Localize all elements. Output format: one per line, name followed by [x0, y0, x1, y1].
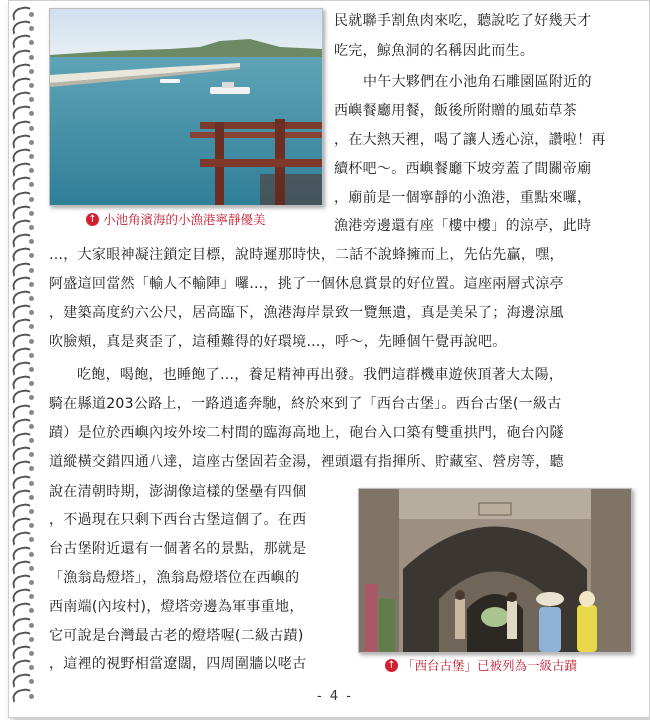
binder-ring	[9, 319, 35, 330]
binder-ring	[9, 220, 35, 231]
body-text-line: 說在清朝時期，澎湖像這樣的堡壘有四個	[49, 484, 307, 500]
body-text-line: 騎在縣道203公路上，一路逍遙奔馳，終於來到了「西台古堡」。西台古堡(一級古	[49, 396, 562, 412]
up-arrow-icon: ↑	[86, 213, 99, 226]
binder-ring	[9, 263, 35, 274]
body-text-line: 漁港旁邊還有座「樓中樓」的涼亭，此時	[334, 218, 592, 234]
binder-ring	[9, 64, 35, 75]
body-text-line: ，在大熱天裡，喝了讓人透心涼，讚啦！再	[334, 132, 606, 148]
body-text-line: …，大家眼神凝注鎖定目標，說時遲那時快，二話不說蜂擁而上，先佔先贏，嘿，	[49, 247, 564, 263]
binder-ring	[9, 660, 35, 671]
ring-hole	[29, 424, 34, 429]
binder-ring	[9, 376, 35, 387]
binder-ring	[9, 589, 35, 600]
body-text-line: 西南端(內垵村)，燈塔旁邊為軍事重地，	[49, 599, 304, 615]
harbor-illustration	[50, 9, 322, 205]
binder-ring	[9, 234, 35, 245]
fort-photo	[358, 488, 632, 653]
body-text-line: 台古堡附近還有一個著名的景點，那就是	[49, 541, 307, 557]
binder-ring	[9, 149, 35, 160]
ring-hole	[29, 197, 34, 202]
binder-ring	[9, 547, 35, 558]
ring-hole	[29, 282, 34, 287]
binder-ring	[9, 35, 35, 46]
body-text-line: 「漁翁島燈塔」，漁翁島燈塔位在西嶼的	[49, 570, 300, 586]
ring-hole	[29, 367, 34, 372]
binder-ring	[9, 504, 35, 515]
binder-ring	[9, 646, 35, 657]
spiral-binding	[9, 7, 35, 707]
binder-ring	[9, 476, 35, 487]
binder-ring	[9, 490, 35, 501]
body-text-line: 蹟）是位於西嶼內垵外垵二村間的臨海高地上，砲台入口築有雙重拱門，砲台內隧	[49, 425, 564, 441]
notebook-page	[8, 0, 650, 718]
body-text-line: 道縱橫交錯四通八達，這座古堡固若金湯，裡頭還有指揮所、貯藏室、營房等，聽	[49, 454, 564, 470]
binder-ring	[9, 21, 35, 32]
ring-hole	[29, 55, 34, 60]
binder-ring	[9, 106, 35, 117]
binder-ring	[9, 192, 35, 203]
binder-ring	[9, 632, 35, 643]
ring-hole	[29, 694, 34, 699]
body-text-line: ，這裡的視野相當遼闊，四周圍牆以咾古	[49, 656, 307, 672]
binder-ring	[9, 163, 35, 174]
fort-photo-caption	[385, 656, 577, 674]
harbor-photo	[49, 8, 323, 206]
binder-ring	[9, 121, 35, 132]
ring-hole	[29, 651, 34, 656]
binder-ring	[9, 305, 35, 316]
body-text-line: 吃飽，喝飽，也睡飽了…，養足精神再出發。我們這群機車遊俠頂著大太陽，	[77, 367, 564, 383]
ring-hole	[29, 339, 34, 344]
ring-hole	[29, 552, 34, 557]
ring-hole	[29, 509, 34, 514]
harbor-caption-text: 小池角濱海的小漁港寧靜優美	[103, 212, 266, 227]
body-text-line: 續杯吧～。西嶼餐廳下坡旁蓋了間關帝廟	[334, 161, 592, 177]
body-text-line: ，建築高度約六公尺，居高臨下，漁港海岸景致一覽無遺，真是美呆了；海邊涼風	[49, 305, 564, 321]
ring-hole	[29, 495, 34, 500]
binder-ring	[9, 206, 35, 217]
binder-ring	[9, 561, 35, 572]
binder-ring	[9, 362, 35, 373]
ring-hole	[29, 637, 34, 642]
binder-ring	[9, 461, 35, 472]
binder-ring	[9, 348, 35, 359]
binder-ring	[9, 575, 35, 586]
binder-ring	[9, 405, 35, 416]
body-text-line: 阿盛這回當然「輸人不輸陣」囉…，挑了一個休息賞景的好位置。這座兩層式涼亭	[49, 276, 564, 292]
ring-hole	[29, 83, 34, 88]
binder-ring	[9, 277, 35, 288]
binder-ring	[9, 390, 35, 401]
ring-hole	[29, 140, 34, 145]
binder-ring	[9, 419, 35, 430]
up-arrow-icon: ↑	[385, 659, 398, 672]
binder-ring	[9, 177, 35, 188]
ring-hole	[29, 225, 34, 230]
body-text-line: 它可說是台灣最古老的燈塔喔(二級古蹟)	[49, 628, 304, 644]
body-text-line: 吹臉頰，真是爽歪了，這種難得的好環境…，呼～，先睡個午覺再說吧。	[49, 334, 507, 350]
body-text-line: 民就聯手割魚肉來吃，聽說吃了好幾天才	[334, 13, 592, 29]
ring-hole	[29, 296, 34, 301]
binder-ring	[9, 518, 35, 529]
ring-hole	[29, 154, 34, 159]
binder-ring	[9, 135, 35, 146]
ring-hole	[29, 623, 34, 628]
ring-hole	[29, 69, 34, 74]
ring-hole	[29, 481, 34, 486]
harbor-photo-caption	[86, 210, 266, 228]
fort-illustration	[359, 489, 631, 652]
binder-ring	[9, 291, 35, 302]
binder-ring	[9, 92, 35, 103]
binder-ring	[9, 334, 35, 345]
binder-ring	[9, 78, 35, 89]
ring-hole	[29, 268, 34, 273]
ring-hole	[29, 211, 34, 216]
fort-caption-text: 「西台古堡」已被列為一級古蹟	[402, 658, 578, 673]
body-text-line: ，不過現在只剩下西台古堡這個了。在西	[49, 512, 307, 528]
body-text-line: 中午大夥們在小池角石雕園區附近的	[363, 74, 592, 90]
binder-ring	[9, 7, 35, 18]
ring-hole	[29, 438, 34, 443]
ring-hole	[29, 566, 34, 571]
binder-ring	[9, 618, 35, 629]
binder-ring	[9, 603, 35, 614]
ring-hole	[29, 410, 34, 415]
ring-hole	[29, 126, 34, 131]
binder-ring	[9, 689, 35, 700]
binder-ring	[9, 50, 35, 61]
body-text-line: 吃完，鯨魚洞的名稱因此而生。	[334, 43, 535, 59]
page-number: - 4 -	[317, 689, 353, 704]
binder-ring	[9, 674, 35, 685]
binder-ring	[9, 433, 35, 444]
binder-ring	[9, 532, 35, 543]
binder-ring	[9, 447, 35, 458]
ring-hole	[29, 12, 34, 17]
ring-hole	[29, 353, 34, 358]
body-text-line: 西嶼餐廳用餐，飯後所附贈的風茹草茶	[334, 103, 578, 119]
body-text-line: ，廟前是一個寧靜的小漁港，重點來囉，	[334, 190, 592, 206]
ring-hole	[29, 580, 34, 585]
binder-ring	[9, 248, 35, 259]
